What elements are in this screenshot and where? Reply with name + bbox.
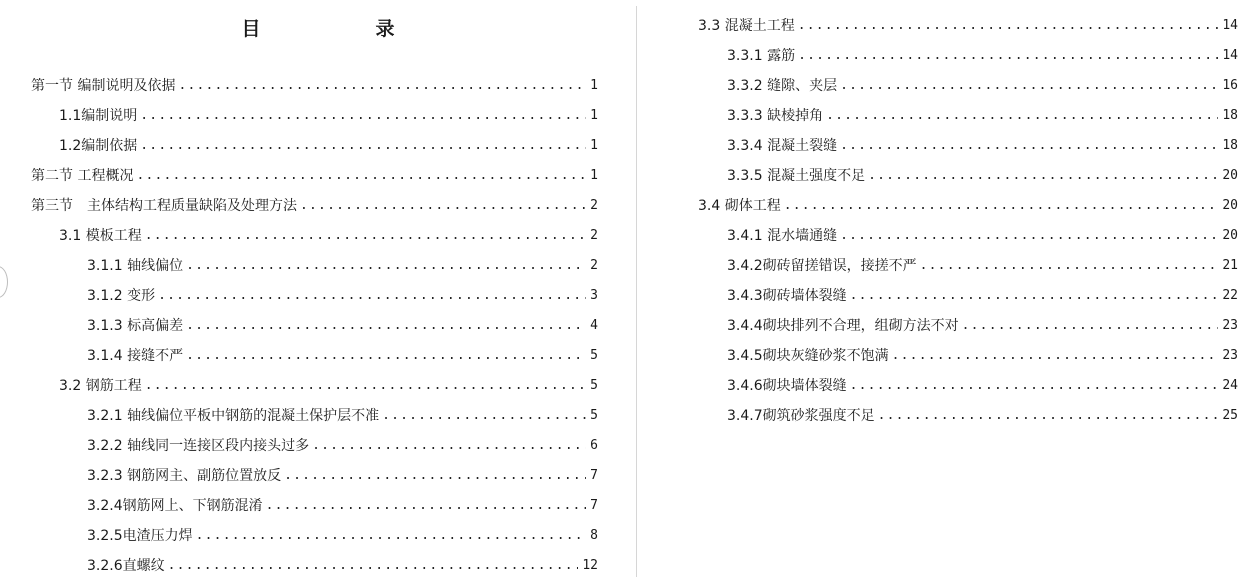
toc-entry-page: 1 (590, 78, 598, 93)
toc-entry-page: 14 (1222, 18, 1238, 33)
toc-entry-page: 4 (590, 318, 598, 333)
toc-entry-text: 3.4.1 混水墙通缝 (727, 228, 838, 244)
toc-entry-page: 2 (590, 228, 598, 243)
toc-leader-dots (892, 347, 1219, 365)
toc-entry-page: 20 (1222, 228, 1238, 243)
toc-leader-dots (284, 467, 586, 485)
toc-entry-page: 6 (590, 438, 598, 453)
page-divider (636, 6, 637, 577)
toc-entry-text: 3.3.5 混凝土强度不足 (727, 168, 866, 184)
toc-entry[interactable] (87, 491, 598, 515)
toc-entry-page: 1 (590, 138, 598, 153)
toc-entry-page: 16 (1222, 78, 1238, 93)
toc-entry-text: 3.1.4 接缝不严 (87, 348, 184, 364)
toc-leader-dots (196, 527, 587, 545)
toc-entry[interactable] (698, 191, 1238, 215)
toc-entry-page: 20 (1222, 168, 1238, 183)
toc-entry[interactable] (31, 71, 598, 95)
toc-entry-text: 3.2.1 轴线偏位平板中钢筋的混凝土保护层不准 (87, 408, 380, 424)
toc-entry[interactable] (87, 401, 598, 425)
toc-entry-text: 3.4.6砌块墙体裂缝 (727, 378, 847, 394)
toc-entry-text: 3.2.4钢筋网上、下钢筋混淆 (87, 498, 263, 514)
toc-leader-dots (850, 287, 1219, 305)
toc-entry-page: 2 (590, 198, 598, 213)
toc-entry-text: 3.2.3 钢筋网主、副筋位置放反 (87, 468, 282, 484)
toc-entry-text: 第二节 工程概况 (31, 168, 134, 184)
toc-leader-dots (178, 77, 586, 95)
toc-entry[interactable] (31, 191, 598, 215)
toc-entry[interactable] (727, 401, 1238, 425)
toc-entry-text: 3.2.6直螺纹 (87, 558, 165, 574)
toc-entry-text: 3.4.2砌砖留搓错误，接搓不严 (727, 258, 917, 274)
toc-entry-text: 第一节 编制说明及依据 (31, 78, 176, 94)
toc-entry[interactable] (727, 41, 1238, 65)
toc-entry-text: 3.4.5砌块灰缝砂浆不饱满 (727, 348, 889, 364)
toc-entry[interactable] (59, 131, 598, 155)
toc-entry[interactable] (727, 221, 1238, 245)
toc-entry[interactable] (87, 251, 598, 275)
toc-entry-text: 3.1.3 标高偏差 (87, 318, 184, 334)
toc-entry[interactable] (59, 221, 598, 245)
toc-entry-text: 3.4.7砌筑砂浆强度不足 (727, 408, 875, 424)
toc-entry-page: 1 (590, 108, 598, 123)
toc-leader-dots (145, 377, 586, 395)
toc-entry[interactable] (87, 311, 598, 335)
toc-entry-page: 14 (1222, 48, 1238, 63)
toc-entry-text: 3.4.4砌块排列不合理，组砌方法不对 (727, 318, 959, 334)
toc-entry-page: 1 (590, 168, 598, 183)
toc-entry-text: 3.3 混凝土工程 (698, 18, 795, 34)
toc-entry[interactable] (87, 341, 598, 365)
toc-leader-dots (826, 107, 1218, 125)
toc-leader-dots (840, 77, 1218, 95)
toc-entry[interactable] (87, 551, 598, 575)
toc-entry-page: 12 (582, 558, 598, 573)
toc-leader-dots (840, 137, 1218, 155)
toc-leader-dots (920, 257, 1219, 275)
toc-entry-text: 1.1编制说明 (59, 108, 138, 124)
toc-entry[interactable] (31, 161, 598, 185)
toc-entry-page: 5 (590, 348, 598, 363)
toc-leader-dots (878, 407, 1219, 425)
toc-entry[interactable] (727, 71, 1238, 95)
toc-entry-page: 24 (1222, 378, 1238, 393)
toc-entry[interactable] (727, 101, 1238, 125)
toc-entry[interactable] (727, 131, 1238, 155)
toc-entry[interactable] (87, 461, 598, 485)
toc-entry-page: 23 (1222, 318, 1238, 333)
toc-leader-dots (798, 17, 1219, 35)
toc-leader-dots (850, 377, 1219, 395)
document-page-right (638, 0, 1251, 577)
toc-entry-page: 7 (590, 498, 598, 513)
toc-leader-dots (962, 317, 1219, 335)
toc-leader-dots (266, 497, 587, 515)
toc-entry[interactable] (727, 251, 1238, 275)
toc-leader-dots (382, 407, 586, 425)
toc-leader-dots (140, 107, 586, 125)
toc-entry[interactable] (727, 311, 1238, 335)
toc-leader-dots (186, 317, 586, 335)
toc-entry[interactable] (87, 281, 598, 305)
toc-leader-dots (798, 47, 1218, 65)
toc-entry-text: 3.2.5电渣压力焊 (87, 528, 193, 544)
toc-entry[interactable] (87, 521, 598, 545)
toc-entry[interactable] (727, 281, 1238, 305)
toc-entry-page: 5 (590, 408, 598, 423)
toc-entry-text: 3.3.4 混凝土裂缝 (727, 138, 838, 154)
toc-leader-dots (840, 227, 1218, 245)
toc-entry-page: 18 (1222, 138, 1238, 153)
scroll-edge-handle[interactable] (0, 266, 8, 298)
toc-entry-page: 22 (1222, 288, 1238, 303)
toc-leader-dots (784, 197, 1219, 215)
toc-entry-text: 1.2编制依据 (59, 138, 138, 154)
toc-entry-text: 3.1.2 变形 (87, 288, 156, 304)
toc-leader-dots (186, 347, 586, 365)
toc-entry[interactable] (727, 371, 1238, 395)
toc-entry-page: 8 (590, 528, 598, 543)
toc-entry-page: 20 (1222, 198, 1238, 213)
toc-entry-page: 23 (1222, 348, 1238, 363)
toc-entry[interactable] (59, 101, 598, 125)
toc-entry[interactable] (59, 371, 598, 395)
toc-leader-dots (136, 167, 586, 185)
toc-leader-dots (312, 437, 586, 455)
toc-entry-page: 5 (590, 378, 598, 393)
toc-entry[interactable] (727, 341, 1238, 365)
toc-entry-text: 3.3.2 缝隙、夹层 (727, 78, 838, 94)
toc-entry-page: 21 (1222, 258, 1238, 273)
toc-leader-dots (158, 287, 586, 305)
toc-entry-text: 3.3.1 露筋 (727, 48, 796, 64)
toc-entry-text: 第三节 主体结构工程质量缺陷及处理方法 (31, 198, 297, 214)
toc-entry-text: 3.3.3 缺棱掉角 (727, 108, 824, 124)
toc-leader-dots (868, 167, 1218, 185)
toc-entry-text: 3.1 模板工程 (59, 228, 142, 244)
toc-entry[interactable] (698, 11, 1238, 35)
toc-entry-text: 3.4.3砌砖墙体裂缝 (727, 288, 847, 304)
toc-entry-page: 25 (1222, 408, 1238, 423)
toc-entry-page: 2 (590, 258, 598, 273)
toc-title: 目 录 (241, 18, 443, 40)
toc-entry-page: 3 (590, 288, 598, 303)
toc-entry[interactable] (727, 161, 1238, 185)
toc-entry-page: 7 (590, 468, 598, 483)
toc-leader-dots (140, 137, 586, 155)
toc-entry-text: 3.4 砌体工程 (698, 198, 781, 214)
toc-leader-dots (145, 227, 586, 245)
toc-entry-page: 18 (1222, 108, 1238, 123)
toc-entry-text: 3.2 钢筋工程 (59, 378, 142, 394)
toc-leader-dots (186, 257, 586, 275)
toc-leader-dots (168, 557, 579, 575)
toc-entry-text: 3.2.2 轴线同一连接区段内接头过多 (87, 438, 310, 454)
toc-leader-dots (300, 197, 586, 215)
toc-entry-text: 3.1.1 轴线偏位 (87, 258, 184, 274)
toc-entry[interactable] (87, 431, 598, 455)
